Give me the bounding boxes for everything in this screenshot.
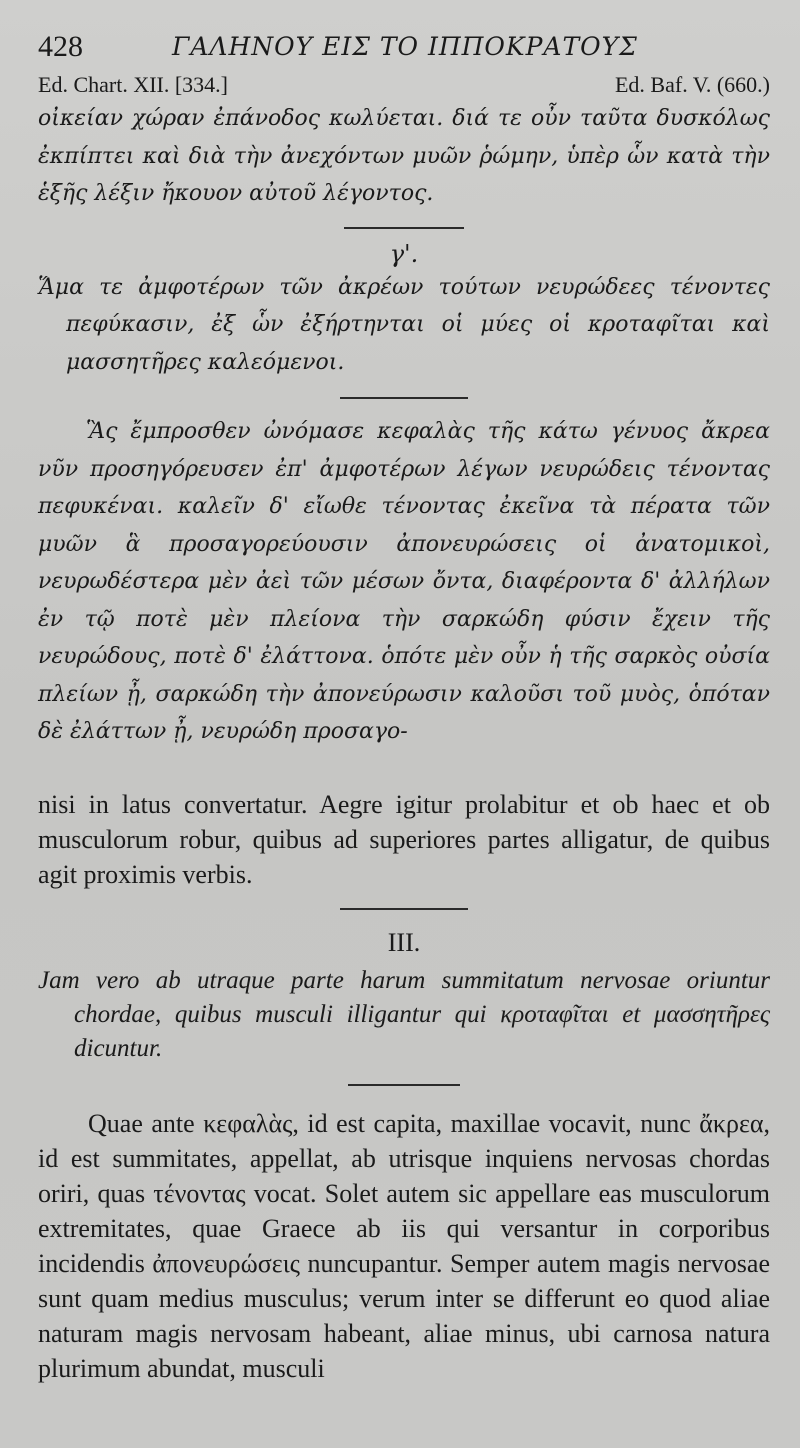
greek-lemma: Ἅμα τε ἀμφοτέρων τῶν ἀκρέων τούτων νευρώδεες τένοντες πεφύκασιν, ἐξ ὧν ἐξήρτηνται οἱ μύες οἱ κροταφῖται καὶ μασσητῆρες καλεόμενοι. xyxy=(38,274,770,375)
greek-section-number: γ'. xyxy=(389,239,419,268)
edition-chartier: Ed. Chart. XII. [334.] xyxy=(38,72,229,97)
greek-opening-text: οἰκείαν χώραν ἐπάνοδος κωλύεται. διά τε οὖν ταῦτα δυσκόλως ἐκπίπτει καὶ διὰ τὴν ἀνεχόντων μυῶν ῥώμην, ὑπὲρ ὧν κατὰ τὴν ἑξῆς λέξιν ἤκουον αὐτοῦ λέγοντος. xyxy=(38,106,770,206)
greek-commentary: Ἃς ἔμπροσθεν ὠνόμασε κεφαλὰς τῆς κάτω γένυος ἄκρεα νῦν προσηγόρευσεν ἐπ' ἀμφοτέρων λέγων νευρώδεις τένοντας πεφυκέναι. καλεῖν δ' εἴωθε τένοντας ἐκεῖνα τὰ πέρατα τῶν μυῶν ἃ προσαγορεύουσιν ἀπονευρώσεις οἱ ἀνατομικοὶ, νευρωδέστερα μὲν ἀεὶ τῶν μέσων ὄντα, διαφέροντα δ' ἀλλήλων ἐν τῷ ποτὲ μὲν πλείονα τὴν σαρκώδη φύσιν ἔχειν τῆς νευρώδους, ποτὲ δ' ἐλάττονα. ὁπότε μὲν οὖν ἡ τῆς σαρκὸς οὐσία πλείων ᾖ, σαρκώδη τὴν ἀπονεύρωσιν καλοῦσι τοῦ μυὸς, ὁπόταν δὲ ἐλάττων ᾖ, νευρώδη προσαγο- xyxy=(38,419,770,744)
divider xyxy=(340,397,468,399)
divider xyxy=(348,1084,460,1086)
latin-section-number: III. xyxy=(387,927,421,957)
page-header xyxy=(38,28,770,72)
divider xyxy=(340,908,468,910)
divider xyxy=(344,227,464,229)
running-title: ΓΑΛΗΝΟΥ ΕΙΣ ΤΟ ΙΠΠΟΚΡΑΤΟΥΣ xyxy=(172,32,638,61)
latin-opening-text: nisi in latus convertatur. Aegre igitur prolabitur et ob haec et ob musculorum robur, quibus ad superiores partes alligatur, de quibus agit proximis verbis. xyxy=(38,789,770,889)
edition-basel: Ed. Baf. V. (660.) xyxy=(614,72,770,97)
edition-line xyxy=(38,72,770,100)
latin-lemma: Jam vero ab utraque parte harum summitatum nervosae oriuntur chordae, quibus musculi illigantur qui κροταφῖται et μασσητῆρες dicuntur. xyxy=(38,966,770,1062)
page-number: 428 xyxy=(38,30,83,63)
latin-commentary: Quae ante κεφαλὰς, id est capita, maxillae vocavit, nunc ἄκρεα, id est summitates, appellat, ab utrisque inquiens nervosas chordas oriri, quas τένοντας vocat. Solet autem sic appellare eas musculorum extremitates, quae Graece ab iis qui versantur in corporibus incidendis ἀπονευρώσεις nuncupantur. Semper autem magis nervosae sunt quam medius musculus; verum inter se differunt eo quod aliae naturam magis nervosam habeant, aliae minus, ubi carnosa natura plurimum abundat, musculi xyxy=(38,1108,770,1383)
